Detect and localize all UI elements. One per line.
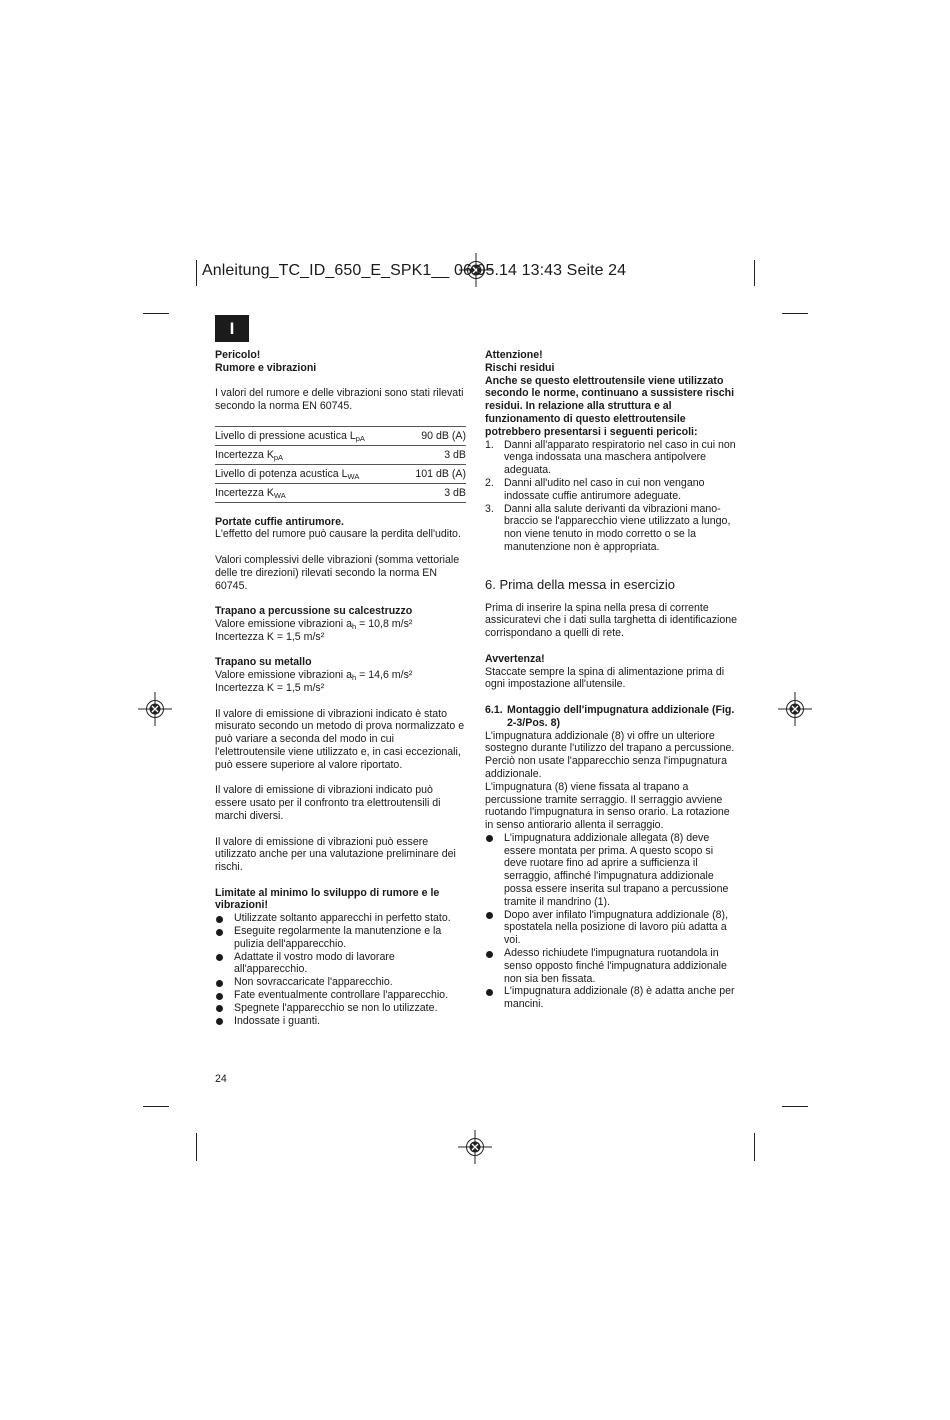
list-number: 2. bbox=[485, 476, 494, 489]
subsection-title: Montaggio dell'impugnatura addizionale (Fig. 2-3/Pos. 8) bbox=[507, 703, 735, 729]
list-item: Eseguite regolarmente la manutenzione e la pulizia dell'apparecchio. bbox=[215, 925, 467, 951]
residual-risks-title: Rischi residui bbox=[485, 361, 555, 374]
ear-protection-text: L'effetto del rumore può causare la perdita dell'udito. bbox=[215, 528, 461, 541]
table-label-sub: WA bbox=[273, 490, 286, 500]
vibration-paragraph: Il valore di emissione di vibrazioni indicato può essere usato per il confronto tra elettroutensili di marchi diversi. bbox=[215, 784, 441, 822]
mounting-steps bbox=[485, 832, 738, 1011]
list-number: 3. bbox=[485, 502, 494, 515]
table-label: Livello di pressione acustica L bbox=[215, 429, 356, 442]
table-label-sub: WA bbox=[347, 471, 360, 481]
table-label-sub: pA bbox=[355, 433, 365, 443]
concrete-emission bbox=[215, 618, 467, 631]
list-text: Danni all'apparato respiratorio nel caso in cui non venga indossata una maschera antipolvere adeguata. bbox=[504, 438, 736, 477]
subsection-paragraph: L'impugnatura addizionale (8) vi offre un ulteriore sostegno durante l'utilizzo del trapano a percussione. Perciò non usate l'apparecchio senza l'impugnatura addizionale. bbox=[485, 729, 735, 780]
list-item: Indossate i guanti. bbox=[215, 1015, 467, 1028]
residual-risks-text: Anche se questo elettroutensile viene utilizzato secondo le norme, continuano a sussistere rischi residui. In relazione alla struttura e al funzionamento di questo elettroutensile potrebbero presentarsi i seguenti pericoli: bbox=[485, 374, 735, 438]
list-number: 1. bbox=[485, 438, 494, 451]
metal-emission-value: = 14,6 m/s² bbox=[356, 669, 413, 682]
concrete-uncertainty: Incertezza K = 1,5 m/s² bbox=[215, 630, 325, 643]
crop-mark bbox=[754, 1133, 755, 1161]
table-value: 101 dB (A) bbox=[403, 464, 466, 483]
section-intro: Prima di inserire la spina nella presa di corrente assicuratevi che i dati sulla targhetta di identificazione corrispondano a quelli di rete. bbox=[485, 601, 738, 640]
metal-emission-label: Valore emissione vibrazioni a bbox=[215, 669, 352, 682]
danger-title: Pericolo! bbox=[215, 349, 261, 361]
print-header: Anleitung_TC_ID_650_E_SPK1__ 06.05.14 13:43 Seite 24 bbox=[202, 262, 627, 279]
concrete-title: Trapano a percussione su calcestruzzo bbox=[215, 605, 413, 618]
list-item: Adattate il vostro modo di lavorare all'apparecchio. bbox=[215, 951, 467, 977]
table-row bbox=[215, 464, 466, 483]
total-vibration-text: Valori complessivi delle vibrazioni (somma vettoriale delle tre direzioni) rilevati secondo la norma EN 60745. bbox=[215, 553, 460, 592]
list-text: Danni all'udito nel caso in cui non vengano indossate cuffie antirumore adeguate. bbox=[504, 476, 705, 502]
list-item: Adesso richiudete l'impugnatura ruotandola in senso opposto finché l'impugnatura addizionale non sia ben fissata. bbox=[485, 947, 738, 985]
crop-mark bbox=[754, 260, 755, 286]
table-value: 90 dB (A) bbox=[403, 426, 466, 445]
metal-uncertainty: Incertezza K = 1,5 m/s² bbox=[215, 681, 325, 694]
subsection-heading bbox=[485, 704, 738, 730]
table-label: Incertezza K bbox=[215, 448, 274, 461]
registration-mark-icon bbox=[138, 692, 172, 726]
list-item bbox=[485, 439, 738, 477]
registration-mark-icon bbox=[778, 692, 812, 726]
ear-protection-title: Portate cuffie antirumore. bbox=[215, 515, 344, 528]
list-item bbox=[485, 503, 738, 554]
noise-table bbox=[215, 426, 466, 503]
risk-list bbox=[485, 439, 738, 554]
concrete-emission-sub: h bbox=[352, 621, 357, 631]
list-item bbox=[485, 477, 738, 503]
attention-title: Attenzione! bbox=[485, 349, 543, 361]
table-row bbox=[215, 483, 466, 502]
crop-mark bbox=[143, 1106, 169, 1107]
concrete-emission-label: Valore emissione vibrazioni a bbox=[215, 617, 352, 630]
table-row bbox=[215, 426, 466, 445]
metal-emission bbox=[215, 669, 467, 682]
section-heading: 6. Prima della messa in esercizio bbox=[485, 576, 676, 592]
limit-title: Limitate al minimo lo sviluppo di rumore e le vibrazioni! bbox=[215, 886, 440, 912]
crop-mark bbox=[196, 260, 197, 286]
list-item: L'impugnatura addizionale allegata (8) deve essere montata per prima. A questo scopo si deve ruotare fino ad aprire a sufficienza il serraggio, affinché l'impugnatura addizionale possa essere inserita sul trapano a percussione tramite il mandrino (1). bbox=[485, 832, 738, 909]
warning-title: Avvertenza! bbox=[485, 652, 545, 665]
table-value: 3 dB bbox=[403, 483, 466, 502]
crop-mark bbox=[782, 1106, 808, 1107]
noise-title: Rumore e vibrazioni bbox=[215, 361, 317, 374]
list-item: L'impugnatura addizionale (8) è adatta anche per mancini. bbox=[485, 985, 738, 1011]
vibration-paragraph: Il valore di emissione di vibrazioni può essere utilizzato anche per una valutazione preliminare dei rischi. bbox=[215, 835, 456, 874]
noise-intro: I valori del rumore e delle vibrazioni sono stati rilevati secondo la norma EN 60745. bbox=[215, 387, 464, 413]
table-label-sub: pA bbox=[273, 452, 284, 462]
crop-mark bbox=[782, 313, 808, 314]
list-item: Spegnete l'apparecchio se non lo utilizzate. bbox=[215, 1002, 467, 1015]
subsection-paragraph: L'impugnatura (8) viene fissata al trapano a percussione tramite serraggio. Il serraggio avviene ruotando l'impugnatura in senso orario. La rotazione in senso antiorario allenta il serraggio. bbox=[485, 780, 730, 832]
metal-emission-sub: h bbox=[352, 673, 357, 683]
list-text: Danni alla salute derivanti da vibrazioni mano-braccio se l'apparecchio viene utilizzato a lungo, non viene tenuto in modo corretto o se la manutenzione non è appropriata. bbox=[504, 502, 731, 553]
vibration-paragraph: Il valore di emissione di vibrazioni indicato è stato misurato secondo un metodo di prova normalizzato e può variare a seconda del modo in cui l'elettroutensile viene utilizzato e, in casi eccezionali, può essere superiore al valore riportato. bbox=[215, 707, 465, 771]
concrete-emission-value: = 10,8 m/s² bbox=[356, 617, 413, 630]
table-label: Incertezza K bbox=[215, 486, 274, 499]
limit-list bbox=[215, 912, 467, 1027]
language-tab: I bbox=[215, 315, 249, 342]
crop-mark bbox=[143, 313, 169, 314]
list-item: Fate eventualmente controllare l'apparecchio. bbox=[215, 989, 467, 1002]
list-item: Dopo aver infilato l'impugnatura addizionale (8), spostatela nella posizione di lavoro più adatta a voi. bbox=[485, 909, 738, 947]
table-value: 3 dB bbox=[403, 445, 466, 464]
table-label: Livello di potenza acustica L bbox=[215, 467, 348, 480]
registration-mark-icon bbox=[458, 1130, 492, 1164]
left-column bbox=[215, 349, 467, 1027]
page-number: 24 bbox=[215, 1073, 227, 1085]
warning-text: Staccate sempre la spina di alimentazione prima di ogni impostazione all'utensile. bbox=[485, 665, 725, 691]
crop-mark bbox=[196, 1133, 197, 1161]
metal-title: Trapano su metallo bbox=[215, 656, 312, 669]
right-column bbox=[485, 349, 738, 1011]
list-item: Non sovraccaricate l'apparecchio. bbox=[215, 976, 467, 989]
list-item: Utilizzate soltanto apparecchi in perfetto stato. bbox=[215, 912, 467, 925]
table-row bbox=[215, 445, 466, 464]
subsection-number: 6.1. bbox=[485, 703, 503, 716]
